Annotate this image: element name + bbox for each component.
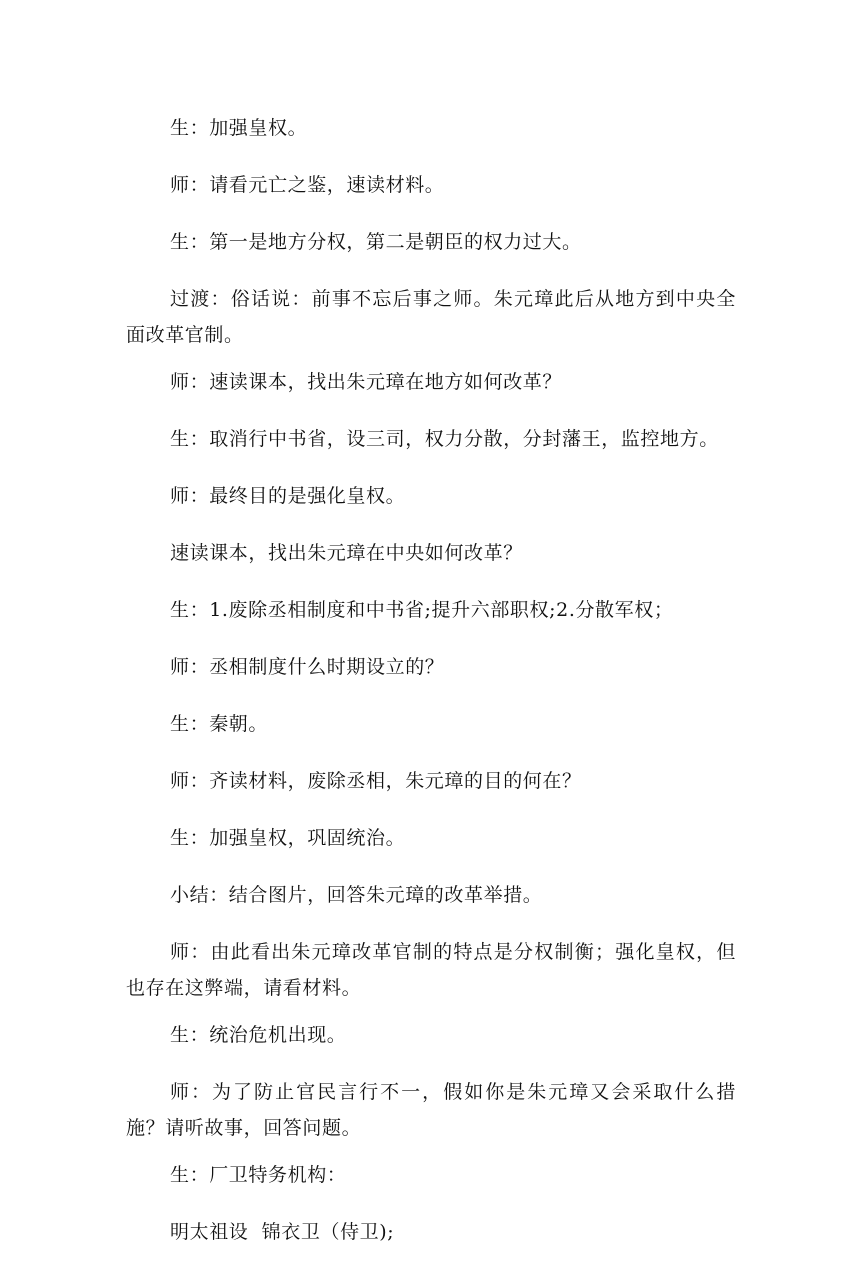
paragraph: 生：统治危机出现。: [170, 1024, 347, 1046]
paragraph: 小结：结合图片，回答朱元璋的改革举措。: [170, 884, 543, 906]
paragraph: 生：取消行中书省，设三司，权力分散，分封藩王，监控地方。: [170, 428, 719, 450]
paragraph: 师：齐读材料，废除丞相，朱元璋的目的何在？: [170, 770, 582, 792]
paragraph: 师：由此看出朱元璋改革官制的特点是分权制衡；强化皇权，但也存在这弊端，请看材料。: [126, 941, 736, 999]
paragraph: 师：速读课本，找出朱元璋在地方如何改革？: [170, 371, 563, 393]
paragraph: 明太祖设 锦衣卫（侍卫);: [170, 1221, 395, 1243]
paragraph: 速读课本，找出朱元璋在中央如何改革？: [170, 542, 523, 564]
paragraph: 生：1.废除丞相制度和中书省;提升六部职权;2.分散军权；: [170, 599, 674, 621]
paragraph: 生：加强皇权，巩固统治。: [170, 827, 406, 849]
paragraph: 生：加强皇权。: [170, 117, 308, 139]
paragraph: 师：丞相制度什么时期设立的？: [170, 656, 445, 678]
paragraph: 师：最终目的是强化皇权。: [170, 485, 406, 507]
paragraph: 生：厂卫特务机构：: [170, 1164, 347, 1186]
document-body: [126, 110, 736, 1271]
paragraph: 师：请看元亡之鉴，速读材料。: [170, 174, 445, 196]
paragraph: 生：第一是地方分权，第二是朝臣的权力过大。: [170, 231, 582, 253]
paragraph: 过渡：俗话说：前事不忘后事之师。朱元璋此后从地方到中央全面改革官制。: [126, 288, 736, 346]
paragraph: 生：秦朝。: [170, 713, 269, 735]
paragraph: 师：为了防止官民言行不一，假如你是朱元璋又会采取什么措施？请听故事，回答问题。: [126, 1081, 736, 1139]
